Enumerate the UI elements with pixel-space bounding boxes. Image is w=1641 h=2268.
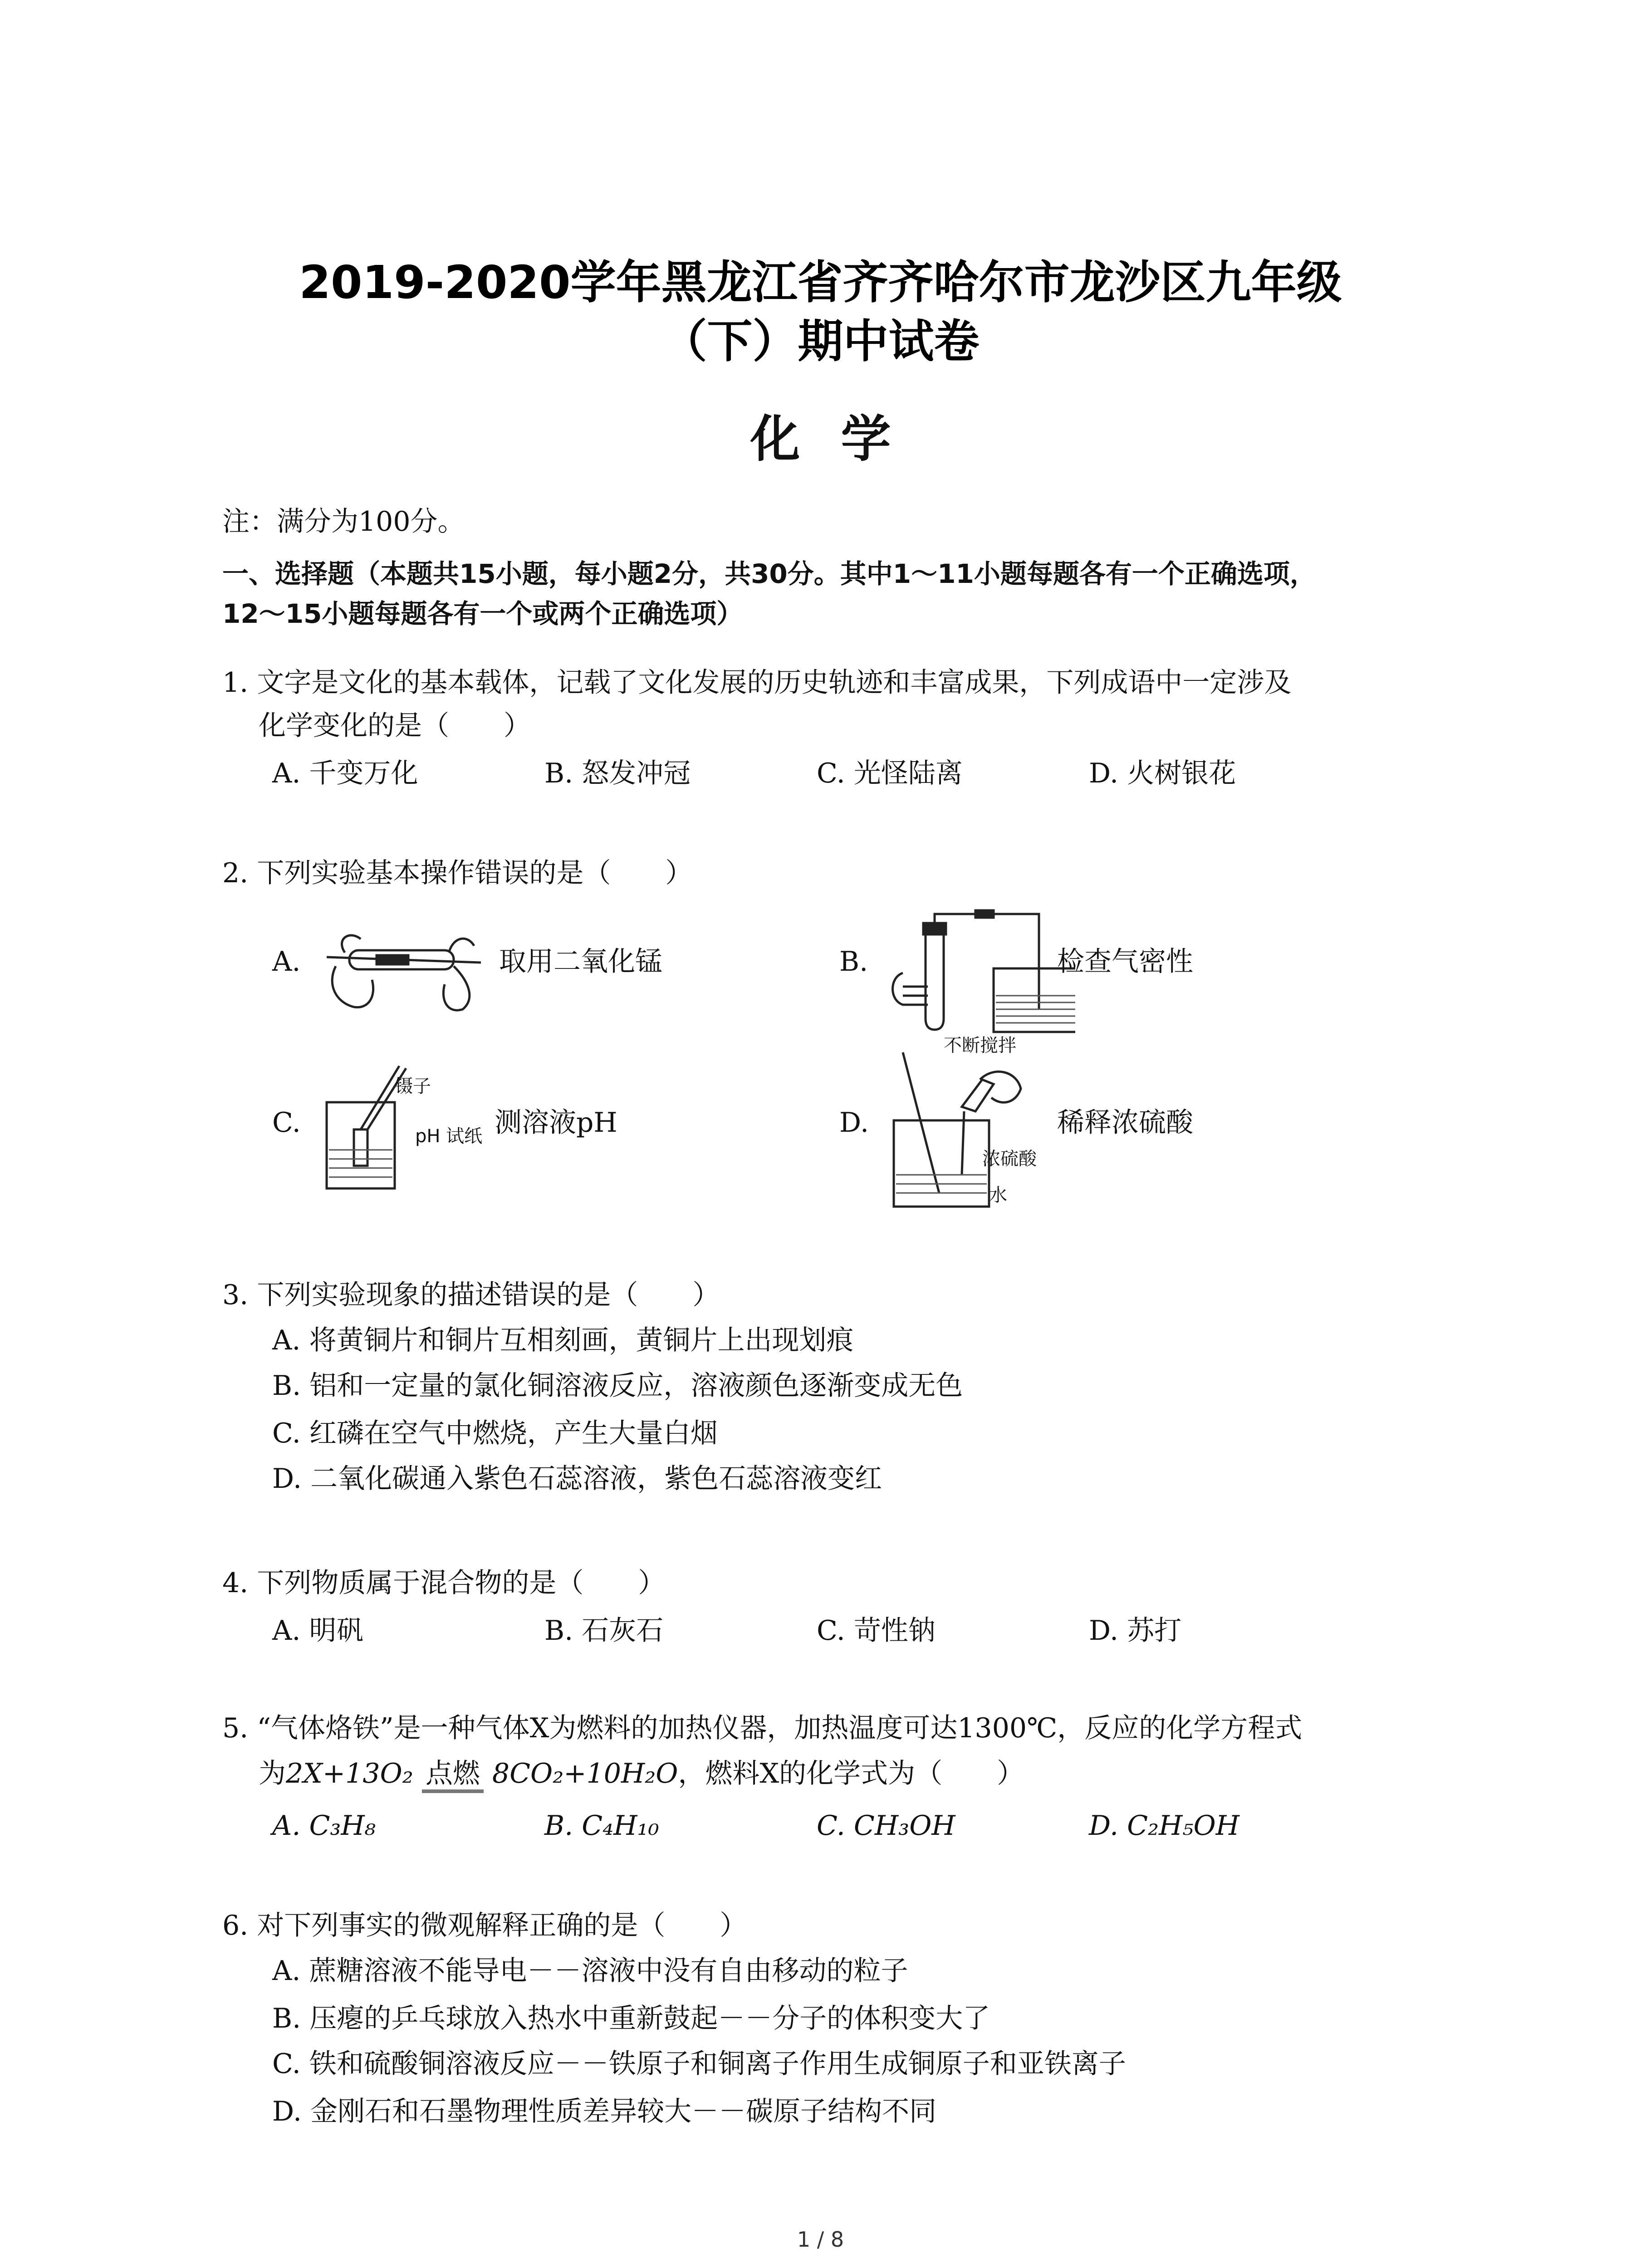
option-d: D. 火树银花 <box>1089 758 1236 789</box>
dilute-acid-figure <box>885 1043 1030 1211</box>
ph-paper-label: pH 试纸 <box>415 1126 483 1147</box>
option-a: A. 将黄铜片和铜片互相刻画，黄铜片上出现划痕 <box>272 1325 854 1356</box>
option-c: C. 红磷在空气中燃烧，产生大量白烟 <box>272 1418 718 1449</box>
question-stem: 6. 对下列事实的微观解释正确的是（ ） <box>222 1910 747 1941</box>
equation-prefix: 为 <box>259 1758 286 1789</box>
option-b: B. 石灰石 <box>544 1615 664 1647</box>
option-c-caption: 测溶液pH <box>495 1107 617 1139</box>
question-stem: 3. 下列实验现象的描述错误的是（ ） <box>222 1279 720 1311</box>
score-note: 注：满分为100分。 <box>222 506 465 538</box>
option-b-caption: 检查气密性 <box>1057 946 1193 978</box>
option-c: C. 铁和硫酸铜溶液反应－－铁原子和铜离子作用生成铜原子和亚铁离子 <box>272 2048 1126 2080</box>
question-stem: 5. “气体烙铁”是一种气体X为燃料的加热仪器，加热温度可达1300℃，反应的化学方程式 <box>222 1712 1303 1744</box>
exam-title-line1: 2019-2020学年黑龙江省齐齐哈尔市龙沙区九年级 <box>299 256 1342 309</box>
option-b: B. C₄H₁₀ <box>544 1810 659 1842</box>
section-heading-line2: 12～15小题每题各有一个或两个正确选项） <box>222 598 743 629</box>
option-d: D. C₂H₅OH <box>1089 1810 1239 1842</box>
option-a: A. C₃H₈ <box>272 1810 376 1842</box>
option-b: B. 怒发冲冠 <box>544 758 691 789</box>
option-a-letter: A. <box>272 946 301 978</box>
option-c: C. 光怪陆离 <box>817 758 963 789</box>
exam-title-line2: （下）期中试卷 <box>661 315 980 368</box>
water-label: 水 <box>989 1185 1007 1206</box>
question-stem: 1. 文字是文化的基本载体，记载了文化发展的历史轨迹和丰富成果，下列成语中一定涉及 <box>222 667 1292 699</box>
reaction-condition: 点燃 <box>422 1758 484 1793</box>
option-d-letter: D. <box>839 1107 869 1139</box>
option-b: B. 压瘪的乒乓球放入热水中重新鼓起－－分子的体积变大了 <box>272 2003 990 2034</box>
option-c: C. CH₃OH <box>817 1810 955 1842</box>
option-a: A. 蔗糖溶液不能导电－－溶液中没有自由移动的粒子 <box>272 1955 908 1987</box>
chemical-equation-line <box>259 1758 1024 1793</box>
airtightness-check-figure <box>885 905 1075 1036</box>
question-stem: 4. 下列物质属于混合物的是（ ） <box>222 1567 666 1599</box>
option-d: D. 二氧化碳通入紫色石蕊溶液，紫色石蕊溶液变红 <box>272 1463 882 1495</box>
equation-lhs: 2X+13O₂ <box>286 1758 413 1789</box>
option-d-caption: 稀释浓硫酸 <box>1057 1107 1193 1139</box>
equation-rhs: 8CO₂+10H₂O <box>492 1758 678 1789</box>
option-a-caption: 取用二氧化锰 <box>499 946 662 978</box>
section-heading-line1: 一、选择题（本题共15小题，每小题2分，共30分。其中1～11小题每题各有一个正确选项， <box>222 558 1316 589</box>
page-number: 1 / 8 <box>797 2227 844 2252</box>
question-tail: ，燃料X的化学式为（ ） <box>678 1758 1024 1789</box>
option-d: D. 苏打 <box>1089 1615 1182 1647</box>
option-d: D. 金刚石和石墨物理性质差异较大－－碳原子结构不同 <box>272 2096 937 2127</box>
tweezers-label: 镊子 <box>395 1076 431 1097</box>
option-a: A. 明矾 <box>272 1615 364 1647</box>
option-c-letter: C. <box>272 1107 301 1139</box>
question-stem: 2. 下列实验基本操作错误的是（ ） <box>222 857 693 889</box>
acid-label: 浓硫酸 <box>982 1149 1037 1169</box>
stir-label: 不断搅拌 <box>944 1035 1016 1056</box>
option-b: B. 铝和一定量的氯化铜溶液反应，溶液颜色逐渐变成无色 <box>272 1370 963 1402</box>
option-b-letter: B. <box>839 946 868 978</box>
subject-title: 化学 <box>750 410 932 468</box>
option-c: C. 苛性钠 <box>817 1615 936 1647</box>
test-tube-powder-figure <box>318 912 490 1016</box>
option-a: A. 千变万化 <box>272 758 418 789</box>
question-stem: 化学变化的是（ ） <box>259 710 531 742</box>
